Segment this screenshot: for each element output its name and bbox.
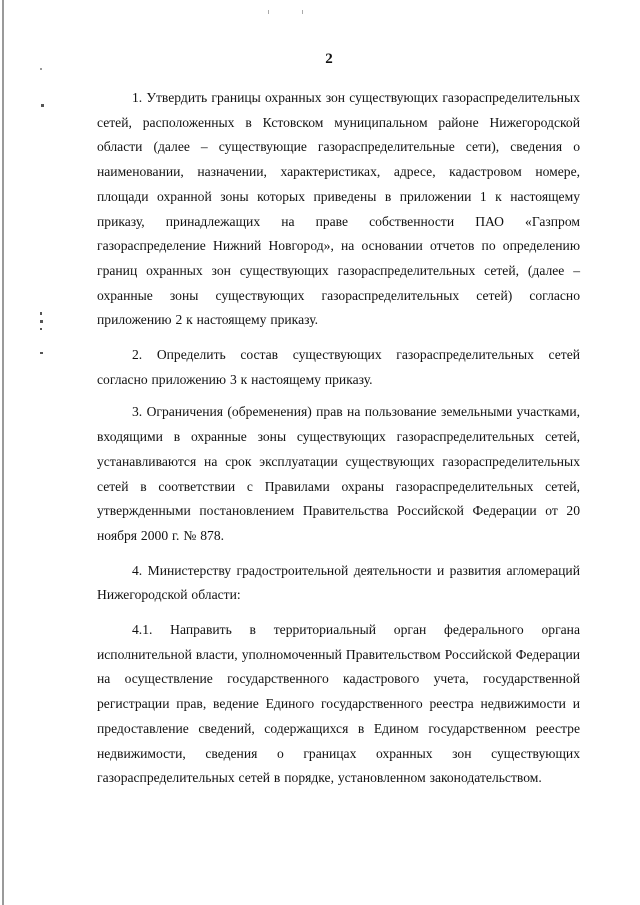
scan-speck (40, 320, 43, 323)
paragraph-2: 2. Определить состав существующих газораспределительных сетей согласно приложению 3 к настоящему приказу. (97, 347, 580, 387)
paragraph-4-1: 4.1. Направить в территориальный орган федерального органа исполнительной власти, уполномоченный Правительством Российской Федерации на осуществление государственного кадастрового учета, государственной регистрации прав, ведение Единого государственного реестра недвижимости и предоставление сведений, содержащихся в Едином государственном реестре недвижимости, сведения о границах охранных зон существующих газораспределительных сетей в порядке, установленном законодательством. (97, 622, 580, 786)
paragraph-3: 3. Ограничения (обременения) прав на пользование земельными участками, входящими в охранные зоны существующих газораспределительных сетей, устанавливаются на срок эксплуатации существующих газораспределительных сетей в соответствии с Правилами охраны газораспределительных сетей, утвержденными постановлением Правительства Российской Федерации от 20 ноября 2000 г. № 878. (97, 404, 580, 543)
document-body (97, 86, 580, 791)
scan-speck (40, 352, 43, 354)
scan-speck (40, 312, 42, 315)
paragraph-4: 4. Министерству градостроительной деятельности и развития агломераций Нижегородской области: (97, 562, 580, 603)
scan-speck (40, 328, 42, 330)
scan-speck (40, 68, 42, 70)
paragraph-1: 1. Утвердить границы охранных зон существующих газораспределительных сетей, расположенных в Кстовском муниципальном районе Нижегородской области (далее – существующие газораспределительные сети), сведения о наименовании, назначении, характеристиках, адресе, кадастровом номере, площади охранной зоны которых приведены в приложении 1 к настоящему приказу, принадлежащих на праве собственности ПАО «Газпром газораспределение Нижний Новгород», на основании отчетов по определению границ охранных зон существующих газораспределительных сетей, (далее – охранные зоны существующих газораспределительных сетей) согласно приложению 2 к настоящему приказу. (97, 90, 580, 328)
scan-edge-line (2, 0, 4, 905)
page-number: 2 (325, 51, 333, 67)
scan-speck (302, 10, 303, 14)
scan-speck (41, 104, 44, 107)
scan-speck (268, 10, 269, 14)
